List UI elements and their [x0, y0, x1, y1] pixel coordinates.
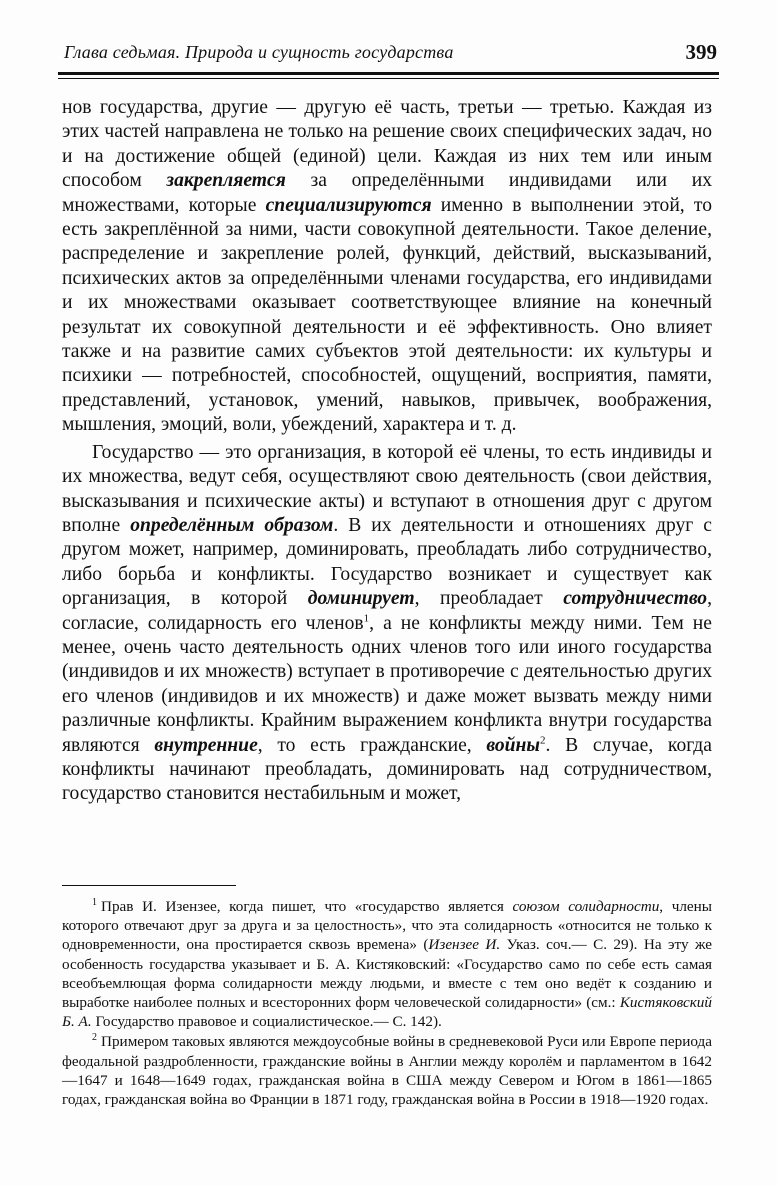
text-span: , то есть гражданские, [257, 734, 487, 756]
italic-text: Изензее И. [428, 936, 501, 954]
emphasis: доминирует [307, 588, 415, 610]
text-span: Государство — это организация, в которой её члены, то есть индивиды и их множества, ведут себя, осуществляют свою деятельность (свои действия, высказывания и психические акты) и вступают в отношения друг с другом вполне [62, 441, 712, 536]
chapter-title: Глава седьмая. Природа и сущность государства [64, 42, 454, 62]
text-span: , преобладает [414, 588, 564, 610]
text-span: Примером таковых являются междоусобные войны в средневековой Руси или Европе периода феодальной раздробленности, гражданские войны в Англии между королём и парламентом в 1642—1647 и 1648—1649 годах, гражданская война в США между Севером и Югом в 1861—1865 годах, гражданская война во Франции в 1871 году, гражданская война в России в 1918—1920 годах. [62, 1033, 712, 1109]
text-span: именно в выполнении этой, то есть закреплённой за ними, части совокупной деятельности. Такое деление, распределение и закрепление ролей, функций, действий, высказываний, психических актов за определёнными членами государства, его индивидами и их множествами оказывает соответствующее влияние на конечный результат их совокупной деятельности и её эффективность. Оно влияет также и на развитие самих субъектов этой деятельности: их культуры и психики — потребностей, способностей, ощущений, восприятия, памяти, представлений, установок, умений, навыков, привычек, воображения, мышления, эмоций, воли, убеждений, характера и т. д. [62, 194, 712, 436]
header-rule-thick [58, 72, 719, 75]
footnote-mark: 2 [92, 1032, 97, 1044]
text-span: . В их деятельности и отношениях друг с другом может, например, доминировать, преобладать либо сотрудничество, либо борьба и конфликты. Государство возникает и существует как организация, в которой [62, 514, 712, 610]
emphasis: специализируются [265, 194, 432, 216]
footnote-rule [62, 885, 236, 886]
emphasis: сотрудничество [563, 588, 708, 610]
emphasis: внутренние [154, 734, 258, 756]
running-header [58, 38, 719, 68]
text-span: . В случае, когда конфликты начинают преобладать, доминировать над сотрудничеством, государство становится нестабильным и может, [62, 734, 712, 805]
header-rule-thin [58, 78, 719, 79]
text-span: Указ. соч.— С. 29). На эту же особенность государства указывает и Б. А. Кистяковский: «Государство само по себе есть самая всеобъемлющая форма солидарности между людьми, и вместе с тем оно ведёт к созданию и выработке наиболее полных и всесторонних форм человеческой солидарности» (см.: [62, 936, 712, 1012]
emphasis: войны [486, 734, 541, 756]
footnotes [62, 897, 712, 1109]
text-span: Государство правовое и социалистическое.— С. 142). [91, 1013, 442, 1031]
footnote-ref-1[interactable]: 1 [363, 612, 370, 624]
footnote-1 [62, 897, 712, 1031]
text-span: Прав И. Изензее, когда пишет, что «государство является [101, 898, 513, 915]
main-text [62, 96, 712, 807]
italic-text: Кистяковский Б. А. [62, 994, 712, 1031]
text-span: , члены которого отвечают друг за друга и за целостность», что эта солидарность «относится не только к одновременности, она простирается сквозь времена» ( [62, 898, 712, 954]
footnote-mark: 1 [92, 896, 97, 908]
text-span: , а не конфликты между ними. Тем не менее, очень часто деятельность одних членов того или иного государства (индивидов и их множеств) вступает в противоречие с деятельностью других его членов (индивидов и их множеств) и даже может вызвать между ними различные конфликты. Крайним выражением конфликта внутри государства являются [62, 612, 712, 756]
text-span: за определёнными индивидами или их множествами, которые [62, 170, 712, 216]
paragraph-2 [62, 441, 712, 807]
footnote-2 [62, 1032, 712, 1109]
text-span: , согласие, солидарность его членов [62, 588, 713, 634]
text-span: нов государства, другие — другую её часть, третьи — третью. Каждая из этих частей направлена не только на решение своих специфических задач, но и на достижение общей (единой) цели. Каждая из них тем или иным способом [62, 97, 712, 192]
emphasis: определённым образом [130, 514, 334, 536]
italic-text: союзом солидарности [512, 898, 660, 915]
footnote-ref-2[interactable]: 2 [540, 734, 546, 747]
page-number: 399 [685, 40, 717, 64]
paragraph-1 [62, 96, 712, 438]
emphasis: закрепляется [166, 170, 286, 192]
